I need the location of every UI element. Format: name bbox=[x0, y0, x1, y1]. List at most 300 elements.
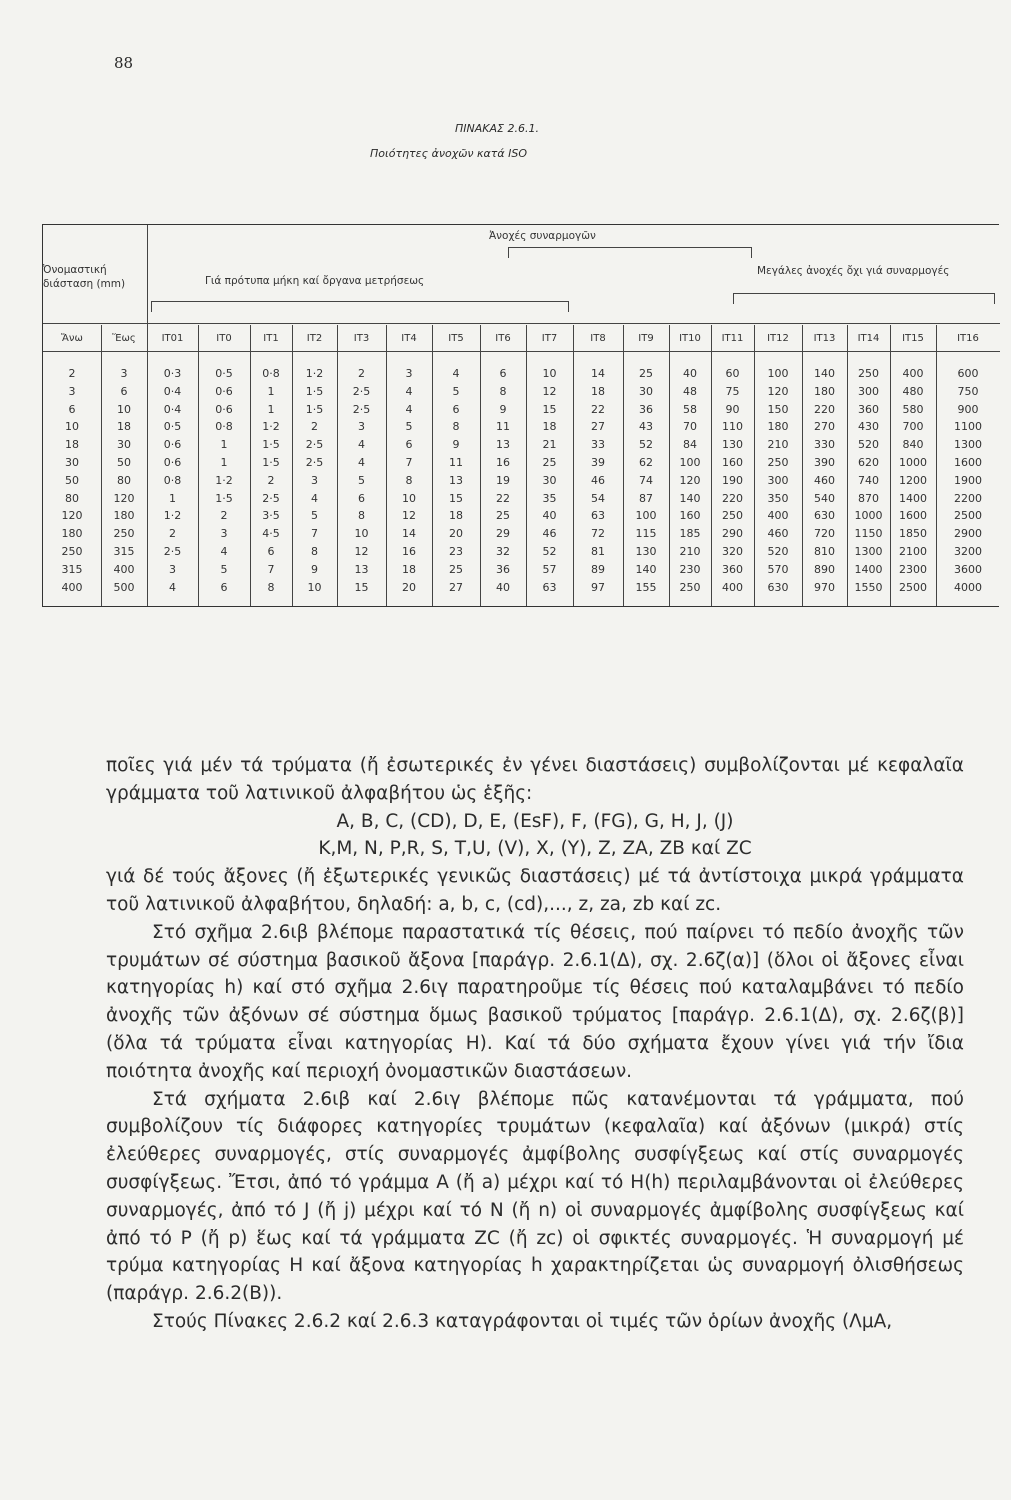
table-cell: 2300 bbox=[899, 562, 927, 576]
table-cell: 2·5 bbox=[262, 491, 280, 505]
header-rule bbox=[43, 323, 1000, 324]
table-cell: 4 bbox=[358, 455, 365, 469]
table-cell: 4 bbox=[358, 438, 365, 452]
table-cell: 1·5 bbox=[305, 384, 324, 398]
table-cell: 900 bbox=[957, 402, 979, 416]
table-cell: 5 bbox=[358, 473, 365, 487]
table-cell: 1900 bbox=[954, 473, 982, 487]
table-cell: 400 bbox=[902, 367, 924, 380]
table-cell: 16 bbox=[402, 544, 416, 558]
table-cell: 10 bbox=[354, 527, 369, 541]
table-cell: 2 bbox=[267, 473, 275, 487]
table-cell: 4 bbox=[311, 491, 318, 505]
table-cell: 3 bbox=[68, 384, 76, 398]
table-cell: 2 bbox=[220, 509, 228, 523]
table-cell: 2900 bbox=[954, 527, 982, 541]
table-cell: 400 bbox=[767, 509, 789, 523]
table-cell: 2 bbox=[311, 420, 318, 434]
col-head-to: Ἕως bbox=[112, 333, 136, 344]
table-cell: 18 bbox=[449, 509, 463, 523]
table-cell: 74 bbox=[639, 473, 653, 487]
table-cell: 22 bbox=[496, 491, 510, 505]
table-cell: 180 bbox=[113, 509, 135, 523]
table-cell: 11 bbox=[449, 455, 463, 469]
table-cell: 30 bbox=[65, 455, 79, 469]
table-cell: 970 bbox=[814, 580, 835, 594]
table-cell: 0·6 bbox=[163, 438, 182, 452]
table-cell: 10 bbox=[402, 491, 416, 505]
table-cell: 10 bbox=[117, 402, 131, 416]
table-cell: 250 bbox=[722, 509, 743, 523]
table-cell: 22 bbox=[591, 402, 605, 416]
table-cell: 11 bbox=[496, 420, 510, 434]
table-cell: 7 bbox=[311, 527, 318, 541]
table-cell: 14 bbox=[402, 527, 416, 541]
column-it12 bbox=[754, 365, 802, 596]
table-cell: 1000 bbox=[899, 455, 927, 469]
table-cell: 400 bbox=[61, 580, 83, 594]
table-cell: 300 bbox=[858, 384, 879, 398]
table-cell: 20 bbox=[402, 580, 416, 594]
table-cell: 620 bbox=[858, 455, 879, 469]
column-it7 bbox=[526, 365, 573, 596]
table-cell: 300 bbox=[767, 473, 789, 487]
table-cell: 1·5 bbox=[215, 491, 233, 505]
table-cell: 3 bbox=[358, 420, 365, 434]
table-cell: 1·5 bbox=[262, 438, 280, 452]
table-subtitle: Ποιότητες ἀνοχῶν κατά ISO bbox=[370, 147, 528, 160]
table-cell: 110 bbox=[722, 420, 743, 434]
table-cell: 580 bbox=[902, 402, 924, 416]
column-it10 bbox=[669, 365, 711, 596]
table-cell: 630 bbox=[814, 509, 835, 523]
table-cell: 250 bbox=[61, 544, 83, 558]
table-cell: 2·5 bbox=[305, 455, 324, 469]
paragraph: Στούς Πίνακες 2.6.2 καί 2.6.3 καταγράφονται οἱ τιμές τῶν ὁρίων ἀνοχῆς (ΛμΑ, bbox=[152, 1310, 893, 1332]
table-cell: 75 bbox=[725, 384, 740, 398]
table-cell: 810 bbox=[814, 544, 835, 558]
table-cell: 840 bbox=[902, 438, 924, 452]
table-cell: 1·2 bbox=[163, 509, 182, 523]
table-cell: 3 bbox=[311, 473, 318, 487]
column-it0 bbox=[198, 365, 250, 596]
table-cell: 18 bbox=[65, 438, 79, 452]
table-cell: 1600 bbox=[899, 509, 927, 523]
col-head-from: Ἄνω bbox=[61, 333, 83, 344]
table-cell: 2100 bbox=[899, 544, 927, 558]
table-cell: 18 bbox=[542, 420, 557, 434]
table-cell: 1 bbox=[267, 384, 275, 398]
table-cell: 27 bbox=[449, 580, 463, 594]
column-it01 bbox=[147, 365, 198, 596]
table-cell: 400 bbox=[722, 580, 743, 594]
table-cell: 32 bbox=[496, 544, 510, 558]
table-cell: 1100 bbox=[954, 420, 982, 434]
table-cell: 2500 bbox=[899, 580, 927, 594]
table-cell: 9 bbox=[499, 402, 507, 416]
table-cell: 0·4 bbox=[163, 384, 182, 398]
table-cell: 19 bbox=[496, 473, 510, 487]
table-cell: 3·5 bbox=[262, 509, 280, 523]
table-cell: 40 bbox=[683, 367, 697, 380]
table-cell: 210 bbox=[679, 544, 701, 558]
table-cell: 315 bbox=[113, 544, 135, 558]
table-cell: 3200 bbox=[954, 544, 982, 558]
table-cell: 21 bbox=[542, 438, 557, 452]
table-cell: 36 bbox=[639, 402, 653, 416]
table-cell: 315 bbox=[61, 562, 83, 576]
table-cell: 8 bbox=[358, 509, 365, 523]
table-cell: 180 bbox=[61, 527, 83, 541]
table-cell: 1·5 bbox=[262, 455, 280, 469]
table-cell: 890 bbox=[814, 562, 835, 576]
table-cell: 250 bbox=[679, 580, 701, 594]
column-it1 bbox=[250, 365, 292, 596]
column-it11 bbox=[711, 365, 754, 596]
table-cell: 89 bbox=[591, 562, 605, 576]
body-text bbox=[106, 752, 964, 1336]
table-cell: 46 bbox=[542, 527, 557, 541]
table-cell: 2·5 bbox=[352, 384, 371, 398]
table-cell: 1·5 bbox=[305, 402, 324, 416]
table-cell: 48 bbox=[683, 384, 697, 398]
col-head-it4: IT4 bbox=[401, 333, 417, 344]
table-cell: 180 bbox=[814, 384, 835, 398]
table-cell: 120 bbox=[61, 509, 83, 523]
tolerance-table bbox=[42, 224, 999, 607]
table-cell: 4000 bbox=[954, 580, 982, 594]
table-cell: 230 bbox=[679, 562, 701, 576]
table-cell: 63 bbox=[542, 580, 557, 594]
table-cell: 0·5 bbox=[215, 367, 233, 380]
col-head-it5: IT5 bbox=[448, 333, 464, 344]
table-cell: 150 bbox=[767, 402, 789, 416]
table-cell: 58 bbox=[683, 402, 697, 416]
table-cell: 570 bbox=[767, 562, 789, 576]
table-cell: 130 bbox=[722, 438, 743, 452]
table-cell: 2 bbox=[169, 527, 176, 541]
table-cell: 87 bbox=[639, 491, 653, 505]
table-cell: 6 bbox=[267, 544, 275, 558]
table-cell: 8 bbox=[452, 420, 460, 434]
table-cell: 6 bbox=[405, 438, 413, 452]
table-cell: 320 bbox=[722, 544, 743, 558]
table-cell: 8 bbox=[267, 580, 275, 594]
table-cell: 33 bbox=[591, 438, 605, 452]
table-cell: 23 bbox=[449, 544, 463, 558]
table-cell: 220 bbox=[722, 491, 743, 505]
table-cell: 0·8 bbox=[163, 473, 182, 487]
table-cell: 39 bbox=[591, 455, 605, 469]
table-cell: 72 bbox=[591, 527, 605, 541]
col-head-it11: IT11 bbox=[721, 333, 744, 344]
column-it4 bbox=[386, 365, 432, 596]
column-it13 bbox=[802, 365, 847, 596]
table-cell: 0·8 bbox=[215, 420, 233, 434]
table-cell: 40 bbox=[496, 580, 510, 594]
table-cell: 18 bbox=[117, 420, 131, 434]
table-cell: 180 bbox=[767, 420, 789, 434]
table-cell: 115 bbox=[635, 527, 657, 541]
table-cell: 80 bbox=[65, 491, 79, 505]
table-cell: 5 bbox=[311, 509, 318, 523]
table-cell: 2·5 bbox=[305, 438, 324, 452]
table-cell: 600 bbox=[957, 367, 979, 380]
table-cell: 390 bbox=[814, 455, 835, 469]
table-cell: 25 bbox=[542, 455, 557, 469]
table-cell: 54 bbox=[591, 491, 605, 505]
table-cell: 1200 bbox=[899, 473, 927, 487]
table-cell: 81 bbox=[591, 544, 605, 558]
table-cell: 0·3 bbox=[163, 367, 182, 380]
table-cell: 870 bbox=[858, 491, 879, 505]
paragraph: Στά σχήματα 2.6ιβ καί 2.6ιγ βλέπομε πῶς κατανέμονται τά γράμματα, πού συμβολίζουν τίς διάφορες κατηγορίες τρυμάτων (κεφαλαῖα) καί ἀξόνων (μικρά) στίς ἐλεύθερες συναρμογές, στίς συναρμογές ἀμφίβολης συσφίγξεως καί στίς συναρμογές συσφίγξεως. Ἔτσι, ἀπό τό γράμμα A (ἤ a) μέχρι καί τό H(h) περιλαμβάνονται οἱ ἐλεύθερες συναρμογές, ἀπό τό J (ἤ j) μέχρι καί τό N (ἤ n) οἱ συναρμογές ἀμφίβολης συσφίγξεως καί ἀπό τό P (ἤ p) ἕως καί τά γράμματα ZC (ἤ zc) οἱ σφικτές συναρμογές. Ἡ συναρμογή μέ τρύμα κατηγορίας H καί ἄξονα κατηγορίας h χαρακτηρίζεται ὡς συναρμογή ὀλισθήσεως (παράγρ. 2.6.2(B)). bbox=[106, 1088, 964, 1305]
table-title: ΠΙΝΑΚΑΣ 2.6.1. bbox=[455, 122, 539, 135]
table-cell: 63 bbox=[591, 509, 605, 523]
table-cell: 52 bbox=[542, 544, 557, 558]
column-size-from bbox=[43, 365, 101, 596]
column-it8 bbox=[573, 365, 623, 596]
table-cell: 12 bbox=[354, 544, 369, 558]
paragraph: ποῖες γιά μέν τά τρύματα (ἤ ἐσωτερικές ἐν γένει διαστάσεις) συμβολίζονται μέ κεφαλαῖα γράμματα τοῦ λατινικοῦ ἀλφαβήτου ὡς ἑξῆς: bbox=[106, 755, 964, 804]
table-cell: 6 bbox=[68, 402, 76, 416]
col-head-it13: IT13 bbox=[813, 333, 836, 344]
table-cell: 2·5 bbox=[163, 544, 182, 558]
table-cell: 7 bbox=[267, 562, 275, 576]
table-cell: 5 bbox=[405, 420, 413, 434]
table-cell: 220 bbox=[814, 402, 835, 416]
table-cell: 3 bbox=[120, 367, 128, 380]
col-head-it01: IT01 bbox=[161, 333, 184, 344]
table-cell: 0·5 bbox=[163, 420, 182, 434]
table-cell: 13 bbox=[496, 438, 510, 452]
table-cell: 120 bbox=[113, 491, 135, 505]
table-cell: 57 bbox=[542, 562, 557, 576]
table-cell: 52 bbox=[639, 438, 653, 452]
table-cell: 1300 bbox=[954, 438, 982, 452]
table-cell: 1 bbox=[220, 438, 228, 452]
column-it16 bbox=[936, 365, 1000, 596]
table-cell: 4 bbox=[169, 580, 176, 594]
table-cell: 1850 bbox=[899, 527, 927, 541]
table-cell: 330 bbox=[814, 438, 835, 452]
table-cell: 460 bbox=[767, 527, 789, 541]
col-head-it6: IT6 bbox=[495, 333, 511, 344]
table-cell: 14 bbox=[591, 367, 605, 380]
gauges-header: Γιά πρότυπα μήκη καί ὄργανα μετρήσεως bbox=[205, 275, 425, 287]
table-cell: 120 bbox=[767, 384, 789, 398]
table-cell: 84 bbox=[683, 438, 697, 452]
table-cell: 16 bbox=[496, 455, 510, 469]
paragraph: γιά δέ τούς ἄξονες (ἤ ἐξωτερικές γενικῶς διαστάσεις) μέ τά ἀντίστοιχα μικρά γράμματα τοῦ λατινικοῦ ἀλφαβήτου, δηλαδή: a, b, c, (cd),..., z, za, zb καί zc. bbox=[106, 866, 964, 915]
table-cell: 360 bbox=[858, 402, 879, 416]
table-cell: 100 bbox=[679, 455, 701, 469]
table-cell: 1550 bbox=[854, 580, 883, 594]
col-head-it2: IT2 bbox=[306, 333, 323, 344]
table-cell: 0·4 bbox=[163, 402, 182, 416]
column-it3 bbox=[337, 365, 386, 596]
table-cell: 50 bbox=[117, 455, 131, 469]
table-cell: 6 bbox=[120, 384, 128, 398]
col-head-it10: IT10 bbox=[679, 333, 701, 344]
table-cell: 2200 bbox=[954, 491, 982, 505]
table-cell: 10 bbox=[307, 580, 322, 594]
table-cell: 250 bbox=[767, 455, 789, 469]
table-cell: 9 bbox=[452, 438, 460, 452]
table-cell: 160 bbox=[679, 509, 701, 523]
table-cell: 700 bbox=[902, 420, 924, 434]
table-cell: 2 bbox=[68, 367, 76, 380]
table-cell: 5 bbox=[220, 562, 228, 576]
table-cell: 1 bbox=[267, 402, 275, 416]
table-cell: 10 bbox=[542, 367, 557, 380]
table-cell: 520 bbox=[767, 544, 789, 558]
table-cell: 270 bbox=[814, 420, 835, 434]
table-cell: 250 bbox=[858, 367, 879, 380]
large-tolerances-header: Μεγάλες ἀνοχές ὄχι γιά συναρμογές bbox=[757, 265, 950, 277]
table-cell: 630 bbox=[767, 580, 789, 594]
table-cell: 6 bbox=[358, 491, 365, 505]
table-cell: 8 bbox=[311, 544, 318, 558]
table-cell: 80 bbox=[117, 473, 131, 487]
table-cell: 130 bbox=[635, 544, 657, 558]
table-cell: 1400 bbox=[854, 562, 883, 576]
table-cell: 750 bbox=[957, 384, 979, 398]
page-number: 88 bbox=[114, 54, 134, 72]
table-cell: 62 bbox=[639, 455, 653, 469]
column-it15 bbox=[890, 365, 936, 596]
table-cell: 160 bbox=[722, 455, 743, 469]
table-cell: 140 bbox=[635, 562, 657, 576]
table-cell: 4 bbox=[405, 402, 413, 416]
table-cell: 13 bbox=[354, 562, 369, 576]
table-cell: 8 bbox=[499, 384, 507, 398]
table-cell: 740 bbox=[858, 473, 879, 487]
table-cell: 50 bbox=[65, 473, 79, 487]
table-cell: 46 bbox=[591, 473, 605, 487]
uppercase-letter-list: A, B, C, (CD), D, E, (EsF), F, (FG), G, H, J, (J) bbox=[336, 810, 734, 832]
table-cell: 480 bbox=[902, 384, 924, 398]
table-cell: 210 bbox=[767, 438, 789, 452]
table-cell: 2500 bbox=[954, 509, 982, 523]
table-cell: 7 bbox=[405, 455, 413, 469]
table-cell: 3 bbox=[169, 562, 176, 576]
table-cell: 15 bbox=[354, 580, 369, 594]
table-cell: 60 bbox=[725, 367, 740, 380]
table-cell: 720 bbox=[814, 527, 835, 541]
col-head-it3: IT3 bbox=[353, 333, 370, 344]
table-cell: 20 bbox=[449, 527, 463, 541]
table-cell: 10 bbox=[65, 420, 79, 434]
table-cell: 0·8 bbox=[262, 367, 280, 380]
table-cell: 12 bbox=[542, 384, 557, 398]
table-cell: 27 bbox=[591, 420, 605, 434]
nominal-size-header: Ὀνομαστική διάσταση (mm) bbox=[43, 264, 126, 290]
table-cell: 18 bbox=[402, 562, 416, 576]
table-cell: 13 bbox=[449, 473, 463, 487]
table-cell: 3 bbox=[405, 367, 413, 380]
table-cell: 500 bbox=[113, 580, 135, 594]
table-cell: 30 bbox=[117, 438, 131, 452]
col-head-it9: IT9 bbox=[638, 333, 654, 344]
table-cell: 30 bbox=[542, 473, 557, 487]
table-cell: 460 bbox=[814, 473, 835, 487]
table-cell: 1150 bbox=[854, 527, 883, 541]
table-cell: 400 bbox=[113, 562, 135, 576]
table-cell: 1 bbox=[220, 455, 228, 469]
fit-tolerances-brace bbox=[508, 247, 752, 258]
table-cell: 30 bbox=[639, 384, 653, 398]
table-cell: 5 bbox=[452, 384, 460, 398]
table-cell: 1·2 bbox=[215, 473, 233, 487]
col-head-it7: IT7 bbox=[541, 333, 558, 344]
table-cell: 540 bbox=[814, 491, 835, 505]
table-cell: 185 bbox=[679, 527, 701, 541]
fit-tolerances-header: Ἀνοχές συναρμογῶν bbox=[489, 230, 596, 242]
table-cell: 3 bbox=[220, 527, 228, 541]
table-cell: 190 bbox=[722, 473, 743, 487]
column-it9 bbox=[623, 365, 669, 596]
table-cell: 140 bbox=[814, 367, 835, 380]
table-cell: 4 bbox=[220, 544, 228, 558]
col-head-it12: IT12 bbox=[767, 333, 789, 344]
table-cell: 120 bbox=[679, 473, 701, 487]
table-cell: 25 bbox=[449, 562, 463, 576]
table-cell: 4·5 bbox=[262, 527, 280, 541]
table-cell: 0·6 bbox=[215, 402, 233, 416]
table-cell: 1600 bbox=[954, 455, 982, 469]
table-cell: 290 bbox=[722, 527, 743, 541]
table-cell: 29 bbox=[496, 527, 510, 541]
table-cell: 1·2 bbox=[262, 420, 280, 434]
table-cell: 0·6 bbox=[163, 455, 182, 469]
table-cell: 1000 bbox=[854, 509, 883, 523]
table-cell: 18 bbox=[591, 384, 605, 398]
table-cell: 360 bbox=[722, 562, 743, 576]
table-cell: 12 bbox=[402, 509, 416, 523]
table-cell: 25 bbox=[639, 367, 653, 380]
table-cell: 6 bbox=[220, 580, 228, 594]
column-it6 bbox=[480, 365, 526, 596]
col-head-it14: IT14 bbox=[857, 333, 880, 344]
table-cell: 4 bbox=[405, 384, 413, 398]
table-cell: 3600 bbox=[954, 562, 982, 576]
table-cell: 6 bbox=[452, 402, 460, 416]
large-tolerances-brace bbox=[733, 293, 995, 304]
table-cell: 40 bbox=[542, 509, 557, 523]
table-cell: 25 bbox=[496, 509, 510, 523]
column-size-to bbox=[101, 365, 147, 596]
table-cell: 2 bbox=[358, 367, 365, 380]
table-cell: 100 bbox=[635, 509, 657, 523]
table-cell: 0·6 bbox=[215, 384, 233, 398]
table-cell: 70 bbox=[683, 420, 697, 434]
table-cell: 36 bbox=[496, 562, 510, 576]
uppercase-letter-list: K,M, N, P,R, S, T,U, (V), X, (Y), Z, ZA, ZB καί ZC bbox=[318, 838, 752, 860]
table-cell: 350 bbox=[767, 491, 789, 505]
col-head-it0: IT0 bbox=[216, 333, 232, 344]
table-cell: 140 bbox=[679, 491, 701, 505]
table-cell: 43 bbox=[639, 420, 653, 434]
column-it2 bbox=[292, 365, 337, 596]
table-cell: 97 bbox=[591, 580, 605, 594]
table-cell: 15 bbox=[449, 491, 463, 505]
table-cell: 1·2 bbox=[305, 367, 324, 380]
col-head-it1: IT1 bbox=[263, 333, 279, 344]
gauges-brace bbox=[151, 301, 569, 312]
table-cell: 35 bbox=[542, 491, 557, 505]
table-cell: 520 bbox=[858, 438, 879, 452]
